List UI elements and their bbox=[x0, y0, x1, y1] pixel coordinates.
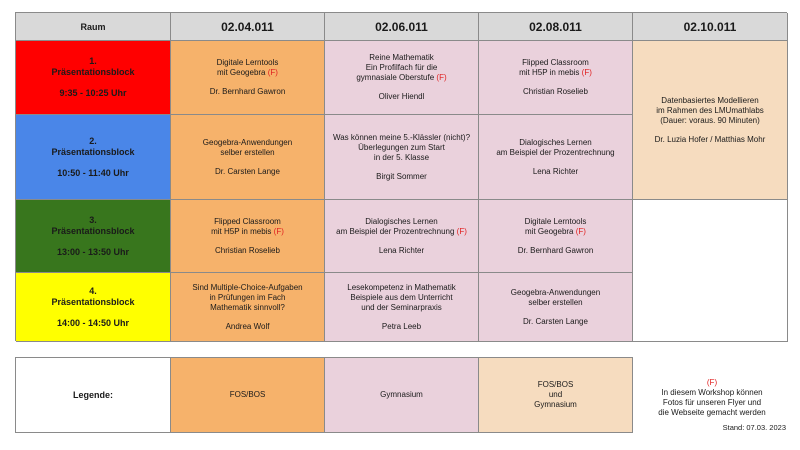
photo-flag: (F) bbox=[575, 226, 586, 236]
session-b4-r1 bbox=[171, 273, 325, 342]
block-1-number: 1. bbox=[89, 56, 97, 66]
block-3-number: 3. bbox=[89, 214, 97, 225]
session-author: Christian Roselieb bbox=[523, 87, 588, 96]
photo-flag: (F) bbox=[456, 226, 467, 236]
session-line: Dialogisches Lernen bbox=[519, 137, 592, 147]
legend-fos: FOS/BOS bbox=[171, 358, 325, 433]
session-line: Digitale Lerntools bbox=[524, 216, 587, 226]
session-line: Was können meine 5.-Klässler (nicht)? bbox=[332, 132, 471, 142]
header-room: Raum bbox=[16, 13, 171, 41]
header-room-3: 02.08.011 bbox=[479, 13, 633, 41]
block-2 bbox=[16, 115, 171, 200]
legend-both-line: Gymnasium bbox=[534, 400, 577, 409]
session-author: Christian Roselieb bbox=[215, 245, 280, 255]
session-b1-r1 bbox=[171, 41, 325, 115]
legend-title: Legende: bbox=[16, 358, 171, 433]
session-b4-r3 bbox=[479, 273, 633, 342]
session-line: mit Geogebra (F) bbox=[217, 68, 278, 77]
header-room-4: 02.10.011 bbox=[633, 13, 788, 41]
session-line: Reine Mathematik bbox=[369, 53, 434, 62]
session-line: Überlegungen zum Start bbox=[358, 142, 445, 152]
block-4-number: 4. bbox=[89, 285, 97, 296]
block-3-time: 13:00 - 13:50 Uhr bbox=[56, 246, 130, 257]
note-marker: (F) bbox=[706, 378, 718, 387]
session-b1-r2 bbox=[325, 41, 479, 115]
session-author: Lena Richter bbox=[532, 166, 579, 176]
photo-flag: (F) bbox=[273, 226, 284, 236]
session-line: in der 5. Klasse bbox=[373, 152, 430, 162]
session-line: Digitale Lerntools bbox=[216, 58, 279, 67]
block-2-title: Präsentationsblock bbox=[51, 146, 135, 157]
session-line: Geogebra-Anwendungen bbox=[202, 137, 293, 147]
session-b2-r2 bbox=[325, 115, 479, 200]
session-author: Andrea Wolf bbox=[225, 321, 270, 331]
block-1-time: 9:35 - 10:25 Uhr bbox=[59, 88, 127, 98]
legend-both bbox=[479, 358, 633, 433]
block-1-title: Präsentationsblock bbox=[51, 67, 135, 77]
session-line: Geogebra-Anwendungen bbox=[510, 287, 601, 297]
block-1 bbox=[16, 41, 171, 115]
session-author: Lena Richter bbox=[378, 245, 425, 255]
photo-flag: (F) bbox=[267, 68, 278, 77]
photo-note bbox=[637, 378, 787, 418]
session-author: Dr. Luzia Hofer / Matthias Mohr bbox=[654, 134, 766, 144]
session-line: Datenbasiertes Modellieren bbox=[661, 95, 759, 105]
block-4-time: 14:00 - 14:50 Uhr bbox=[56, 317, 130, 328]
note-line: In diesem Workshop können bbox=[661, 388, 763, 397]
session-line: selber erstellen bbox=[220, 147, 275, 157]
session-line: mit H5P in mebis (F) bbox=[519, 68, 592, 77]
note-line: Fotos für unseren Flyer und bbox=[662, 398, 762, 407]
photo-flag: (F) bbox=[581, 68, 592, 77]
session-line: am Beispiel der Prozentrechnung bbox=[496, 147, 615, 157]
session-author: Dr. Bernhard Gawron bbox=[209, 87, 286, 96]
block-4 bbox=[16, 273, 171, 342]
session-line: Flipped Classroom bbox=[214, 216, 281, 226]
session-b2-r3 bbox=[479, 115, 633, 200]
session-line: Sind Multiple-Choice-Aufgaben bbox=[192, 282, 303, 292]
session-line: (Dauer: voraus. 90 Minuten) bbox=[660, 115, 760, 125]
session-b3-r2 bbox=[325, 200, 479, 273]
session-author: Petra Leeb bbox=[381, 321, 422, 331]
session-b2-r1 bbox=[171, 115, 325, 200]
session-r4-long bbox=[633, 41, 788, 200]
session-line: am Beispiel der Prozentrechnung (F) bbox=[336, 226, 467, 236]
header-room-2: 02.06.011 bbox=[325, 13, 479, 41]
session-line: Dialogisches Lernen bbox=[365, 216, 438, 226]
schedule-table bbox=[15, 12, 787, 341]
block-3-title: Präsentationsblock bbox=[51, 225, 135, 236]
block-2-time: 10:50 - 11:40 Uhr bbox=[57, 167, 129, 178]
session-line: gymnasiale Oberstufe (F) bbox=[356, 73, 447, 82]
session-line: Lesekompetenz in Mathematik bbox=[347, 282, 456, 292]
session-line: Flipped Classroom bbox=[522, 58, 589, 67]
note-line: die Webseite gemacht werden bbox=[658, 408, 766, 417]
legend-both-line: und bbox=[548, 390, 563, 399]
session-author: Oliver Hiendl bbox=[378, 92, 425, 101]
session-b4-r2 bbox=[325, 273, 479, 342]
legend-gym: Gymnasium bbox=[325, 358, 479, 433]
session-line: mit Geogebra (F) bbox=[525, 226, 586, 236]
block-2-number: 2. bbox=[89, 135, 97, 146]
header-room-1: 02.04.011 bbox=[171, 13, 325, 41]
block-4-title: Präsentationsblock bbox=[51, 296, 135, 307]
session-author: Dr. Bernhard Gawron bbox=[517, 245, 594, 255]
session-author: Dr. Carsten Lange bbox=[215, 166, 280, 176]
session-line: Mathematik sinnvoll? bbox=[210, 302, 285, 312]
session-line: in Prüfungen im Fach bbox=[209, 292, 286, 302]
session-line: im Rahmen des LMUmathlabs bbox=[656, 105, 764, 115]
session-line: Beispiele aus dem Unterricht bbox=[350, 292, 453, 302]
stand-date: Stand: 07.03. 2023 bbox=[722, 423, 786, 432]
session-b3-r3 bbox=[479, 200, 633, 273]
block-3 bbox=[16, 200, 171, 273]
session-line: selber erstellen bbox=[528, 297, 583, 307]
legend-both-line: FOS/BOS bbox=[537, 380, 574, 389]
session-b1-r3 bbox=[479, 41, 633, 115]
session-line: mit H5P in mebis (F) bbox=[211, 226, 284, 236]
session-line: und der Seminarpraxis bbox=[361, 302, 442, 312]
session-author: Dr. Carsten Lange bbox=[523, 316, 588, 326]
photo-flag: (F) bbox=[436, 73, 447, 82]
empty-cell bbox=[633, 200, 788, 342]
session-b3-r1 bbox=[171, 200, 325, 273]
legend-table bbox=[15, 357, 633, 433]
session-author: Birgit Sommer bbox=[376, 171, 427, 181]
session-line: Ein Profilfach für die bbox=[365, 63, 438, 72]
